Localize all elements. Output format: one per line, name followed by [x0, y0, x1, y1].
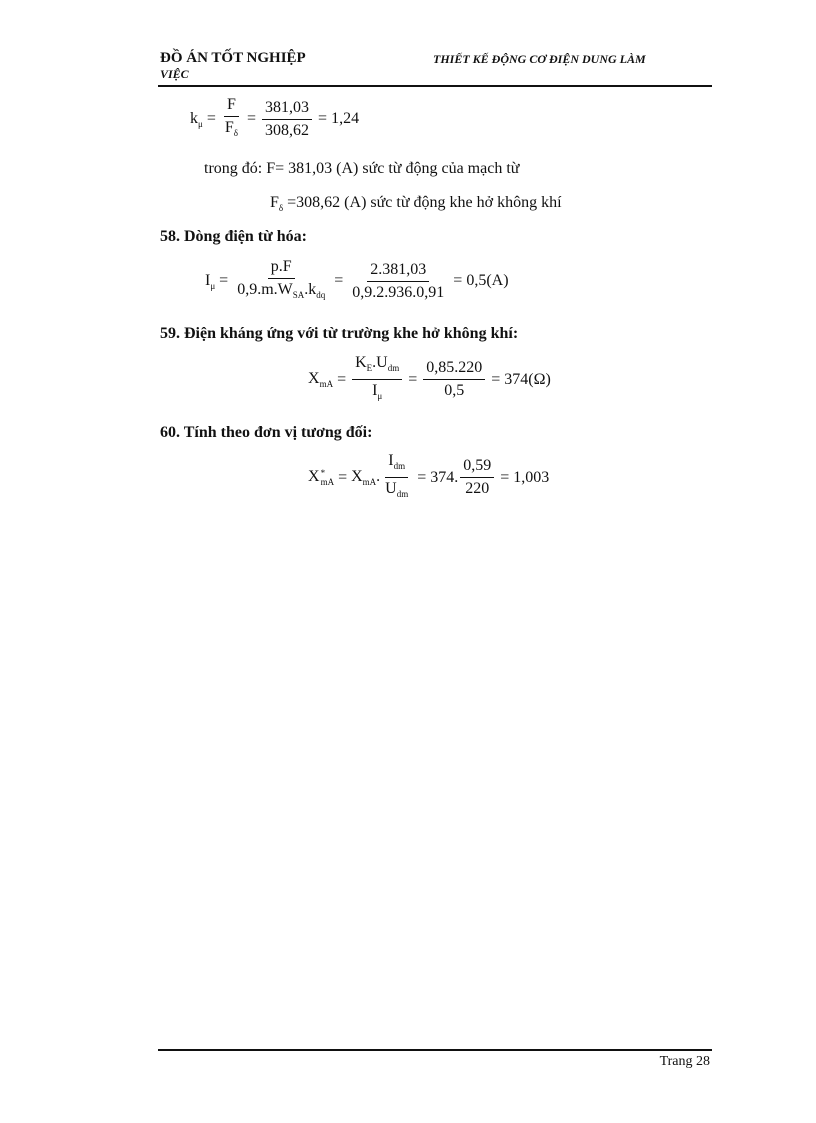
fraction: $\frac{0,85.220}{0,5}$ [423, 359, 485, 400]
eq-result: 0,5(A) [466, 272, 509, 289]
fraction: $\frac{2.381,03}{0,9.2.936.0,91}$ [352, 260, 445, 301]
equation-x-ma: $X_{mA}$ = $\frac{K_E.U_{dm}}{I_\mu}$ = $\frac{0,85.220}{0,5}$ = 374(Ω) [308, 354, 551, 405]
note-line-2: $F_\delta =308,62$ (A) sức từ động khe hở không khí [270, 194, 562, 213]
eq-lhs: $k_\mu$ [190, 109, 203, 129]
fraction: $\frac{0,59}{220}$ [460, 457, 494, 498]
header-title-left-cont: VIỆC [160, 67, 189, 81]
equation-x-relative: X * mA = $X_{mA}$. $\frac{I_{dm}}{U_{dm}}$ = 374. $\frac{0,59}{220}$ = 1,003 [308, 452, 549, 503]
fraction: $\frac{F}{F_\delta}$ [224, 96, 239, 138]
fraction: $\frac{381,03}{308,62}$ [262, 99, 312, 140]
header-title-right: THIẾT KẾ ĐỘNG CƠ ĐIỆN DUNG LÀM [433, 52, 646, 66]
header-title-left: ĐỒ ÁN TỐT NGHIỆP [160, 50, 306, 66]
note-line-1: trong đó: F= 381,03 (A) sức từ động của mạch từ [204, 160, 520, 177]
section-59-heading: 59. Điện kháng ứng với từ trường khe hở không khí: [160, 325, 519, 342]
eq-term: 374. [430, 468, 459, 486]
eq-lhs: X * mA [308, 467, 335, 487]
fraction: $\frac{K_E.U_{dm}}{I_\mu}$ [352, 354, 402, 405]
eq-term: $X_{mA}$. [351, 468, 381, 487]
footer-rule [158, 1049, 712, 1051]
header-rule [158, 85, 712, 87]
section-58-heading: 58. Dòng điện từ hóa: [160, 228, 307, 245]
fraction: $\frac{I_{dm}}{U_{dm}}$ [385, 452, 409, 499]
eq-result: 374(Ω) [504, 370, 551, 388]
section-60-heading: 60. Tính theo đơn vị tương đối: [160, 424, 373, 441]
eq-result: 1,003 [513, 468, 550, 486]
equation-i-mu: $I_\mu$ = $\frac{p.F}{0,9.m.W_{SA}.k_{dq}}$ = $\frac{2.381,03}{0,9.2.936.0,91}$ = 0,5(A) [205, 258, 509, 304]
eq-lhs: $X_{mA}$ [308, 370, 334, 389]
eq-lhs: $I_\mu$ [205, 271, 216, 291]
eq-result: 1,24 [331, 110, 360, 127]
fraction: $\frac{p.F}{0,9.m.W_{SA}.k_{dq}}$ [237, 258, 326, 300]
page-number: Trang 28 [659, 1054, 710, 1069]
equation-k-mu: $k_\mu$ = $\frac{F}{F_\delta}$ = $\frac{381,03}{308,62}$ = 1,24 [190, 96, 359, 142]
